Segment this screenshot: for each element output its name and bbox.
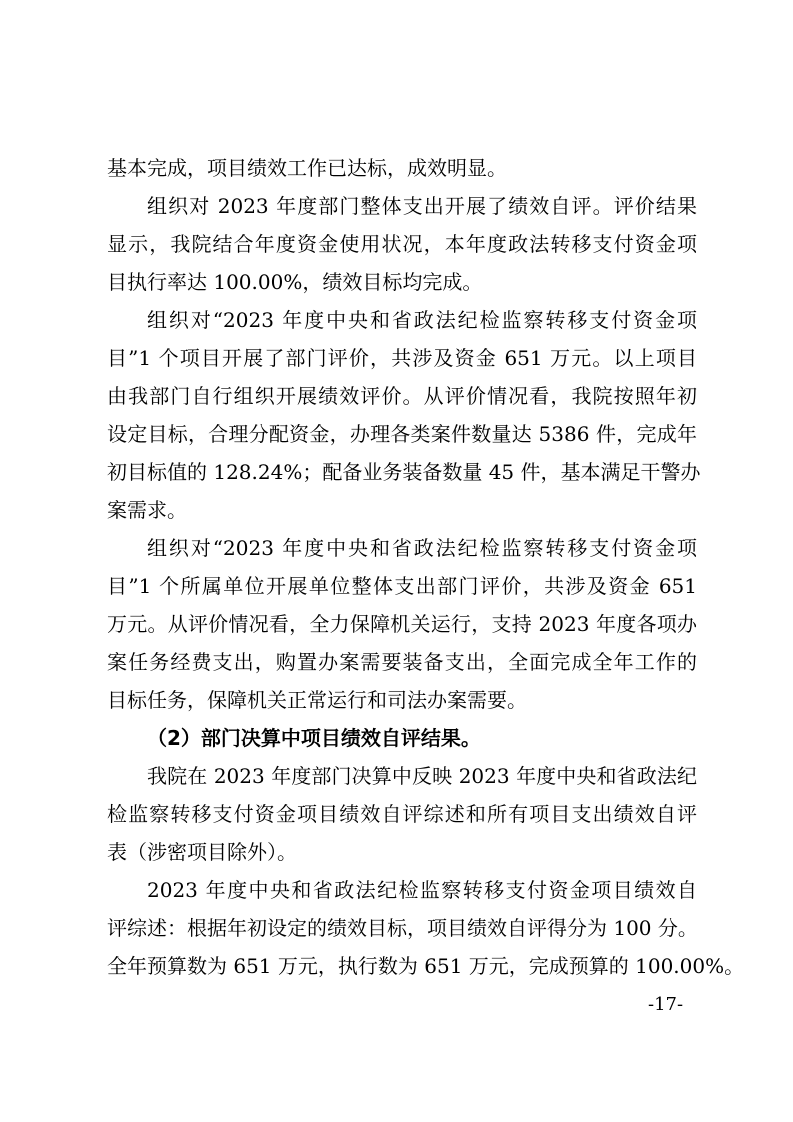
paragraph-line: 评综述：根据年初设定的绩效目标，项目绩效自评得分为 100 分。 <box>107 916 698 940</box>
paragraph-line: 目”1 个所属单位开展单位整体支出部门评价，共涉及资金 651 <box>107 574 697 598</box>
paragraph-line: 基本完成，项目绩效工作已达标，成效明显。 <box>107 156 507 180</box>
page-number: -17- <box>648 994 684 1015</box>
paragraph-line: 显示，我院结合年度资金使用状况，本年度政法转移支付资金项 <box>107 232 697 256</box>
paragraph-line: 组织对“2023 年度中央和省政法纪检监察转移支付资金项 <box>147 308 697 332</box>
paragraph-line: 检监察转移支付资金项目绩效自评综述和所有项目支出绩效自评 <box>107 802 697 826</box>
paragraph-line: 我院在 2023 年度部门决算中反映 2023 年度中央和省政法纪 <box>147 764 697 788</box>
paragraph-line: 目执行率达 100.00%，绩效目标均完成。 <box>107 270 483 294</box>
paragraph-line: 案任务经费支出，购置办案需要装备支出，全面完成全年工作的 <box>107 650 697 674</box>
section-heading: （2）部门决算中项目绩效自评结果。 <box>147 726 481 750</box>
paragraph-line: 目”1 个项目开展了部门评价，共涉及资金 651 万元。以上项目 <box>107 346 697 370</box>
paragraph-line: 设定目标，合理分配资金，办理各类案件数量达 5386 件，完成年 <box>107 422 697 446</box>
paragraph-line: 全年预算数为 651 万元，执行数为 651 万元，完成预算的 100.00%。 <box>107 954 745 978</box>
paragraph-line: 表（涉密项目除外）。 <box>107 840 297 864</box>
paragraph-line: 2023 年度中央和省政法纪检监察转移支付资金项目绩效自 <box>147 878 697 902</box>
paragraph-line: 目标任务，保障机关正常运行和司法办案需要。 <box>107 688 527 712</box>
paragraph-line: 组织对“2023 年度中央和省政法纪检监察转移支付资金项 <box>147 536 697 560</box>
paragraph-line: 组织对 2023 年度部门整体支出开展了绩效自评。评价结果 <box>147 194 697 218</box>
paragraph-line: 万元。从评价情况看，全力保障机关运行，支持 2023 年度各项办 <box>107 612 697 636</box>
paragraph-line: 案需求。 <box>107 498 187 522</box>
paragraph-line: 由我部门自行组织开展绩效评价。从评价情况看，我院按照年初 <box>107 384 697 408</box>
paragraph-line: 初目标值的 128.24%；配备业务装备数量 45 件，基本满足干警办 <box>107 460 701 484</box>
